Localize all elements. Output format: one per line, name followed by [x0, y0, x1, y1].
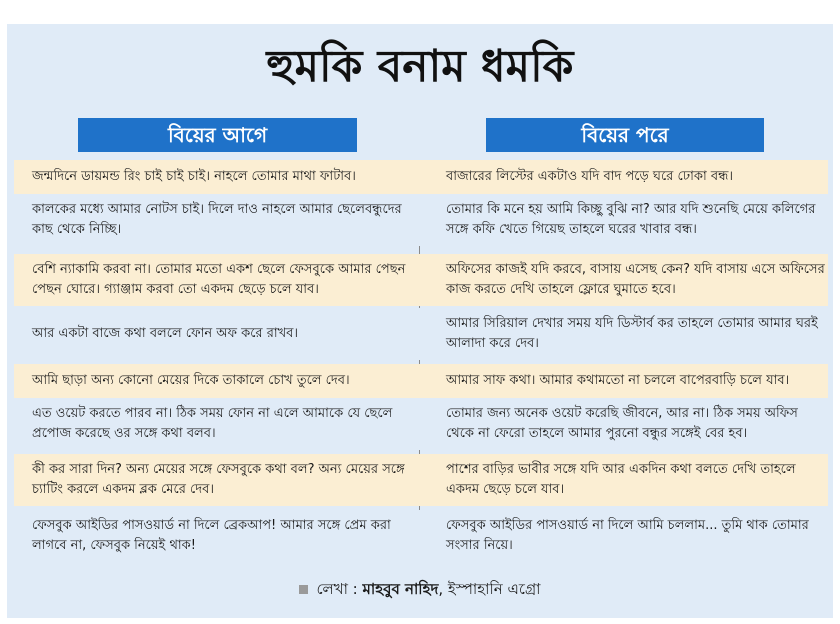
author-credit — [0, 577, 840, 601]
before-marriage-text: এত ওয়েট করতে পারব না। ঠিক সময় ফোন না এলে আমাকে যে ছেলে প্রপোজ করেছে ওর সঙ্গে কথা বলব। — [32, 406, 393, 441]
before-marriage-text: কী কর সারা দিন? অন্য মেয়ের সঙ্গে ফেসবুকে কথা বল? অন্য মেয়ের সঙ্গে চ্যাটিং করলে একদম ব্লক মেরে দেব। — [32, 462, 405, 497]
comparison-row — [14, 254, 828, 306]
author-affiliation: , ইস্পাহানি এগ্রো — [438, 580, 541, 598]
after-marriage-text: আমার সাফ কথা। আমার কথামতো না চললে বাপেরবাড়ি চলে যাব। — [446, 373, 790, 388]
after-marriage-text: ফেসবুক আইডির পাসওয়ার্ড না দিলে আমি চললাম... তুমি থাক তোমার সংসার নিয়ে। — [446, 518, 809, 553]
author-name: মাহবুব নাহিদ — [362, 580, 439, 598]
comparison-row — [14, 160, 828, 194]
square-bullet-icon — [299, 585, 308, 594]
comparison-row — [14, 308, 828, 360]
before-marriage-text: ফেসবুক আইডির পাসওয়ার্ড না দিলে ব্রেকআপ! আমার সঙ্গে প্রেম করা লাগবে না, ফেসবুক নিয়েই থাক! — [32, 518, 391, 553]
before-marriage-text: কালকের মধ্যে আমার নোটস চাই। দিলে দাও নাহলে আমার ছেলেবন্ধুদের কাছ থেকে নিচ্ছি। — [32, 202, 402, 237]
comparison-row — [14, 510, 828, 562]
column-heading-after-marriage: বিয়ের পরে — [486, 118, 764, 152]
before-marriage-text: আর একটা বাজে কথা বললে ফোন অফ করে রাখব। — [32, 326, 299, 341]
comparison-row — [14, 454, 828, 506]
after-marriage-text: তোমার কি মনে হয় আমি কিচ্ছু বুঝি না? আর যদি শুনেছি মেয়ে কলিগের সঙ্গে কফি খেতে গিয়েছ তাহলে ঘরের খাবার বন্ধ। — [446, 202, 816, 237]
after-marriage-text: আমার সিরিয়াল দেখার সময় যদি ডিস্টার্ব কর তাহলে তোমার আমার ঘরই আলাদা করে দেব। — [446, 316, 818, 351]
before-marriage-text: বেশি ন্যাকামি করবা না। তোমার মতো একশ ছেলে ফেসবুকে আমার পেছন পেছন ঘোরে। গ্যাঞ্জাম করবা তো একদম ছেড়ে চলে যাব। — [32, 262, 406, 297]
after-marriage-text: পাশের বাড়ির ভাবীর সঙ্গে যদি আর একদিন কথা বলতে দেখি তাহলে একদম ছেড়ে চলে যাব। — [446, 462, 796, 497]
comparison-row — [14, 194, 828, 246]
after-marriage-text: বাজারের লিস্টের একটাও যদি বাদ পড়ে ঘরে ঢোকা বন্ধ। — [446, 169, 734, 184]
comparison-row — [14, 398, 828, 450]
before-marriage-text: জন্মদিনে ডায়মন্ড রিং চাই চাই চাই। নাহলে তোমার মাথা ফাটাব। — [32, 169, 356, 184]
credit-label: লেখা : — [316, 580, 358, 598]
page-title: হুমকি বনাম ধমকি — [266, 41, 574, 92]
before-marriage-text: আমি ছাড়া অন্য কোনো মেয়ের দিকে তাকালে চোখ তুলে দেব। — [32, 373, 350, 388]
after-marriage-text: তোমার জন্য অনেক ওয়েট করেছি জীবনে, আর না। ঠিক সময় অফিস থেকে না ফেরো তাহলে আমার পুরনো বন্ধুর সঙ্গেই বের হব। — [446, 406, 798, 441]
comparison-row — [14, 364, 828, 398]
column-heading-before-marriage: বিয়ের আগে — [78, 118, 357, 152]
after-marriage-text: অফিসের কাজই যদি করবে, বাসায় এসেছ কেন? যদি বাসায় এসে অফিসের কাজ করতে দেখি তাহলে ফ্লোরে ঘুমাতে হবে। — [446, 262, 825, 297]
